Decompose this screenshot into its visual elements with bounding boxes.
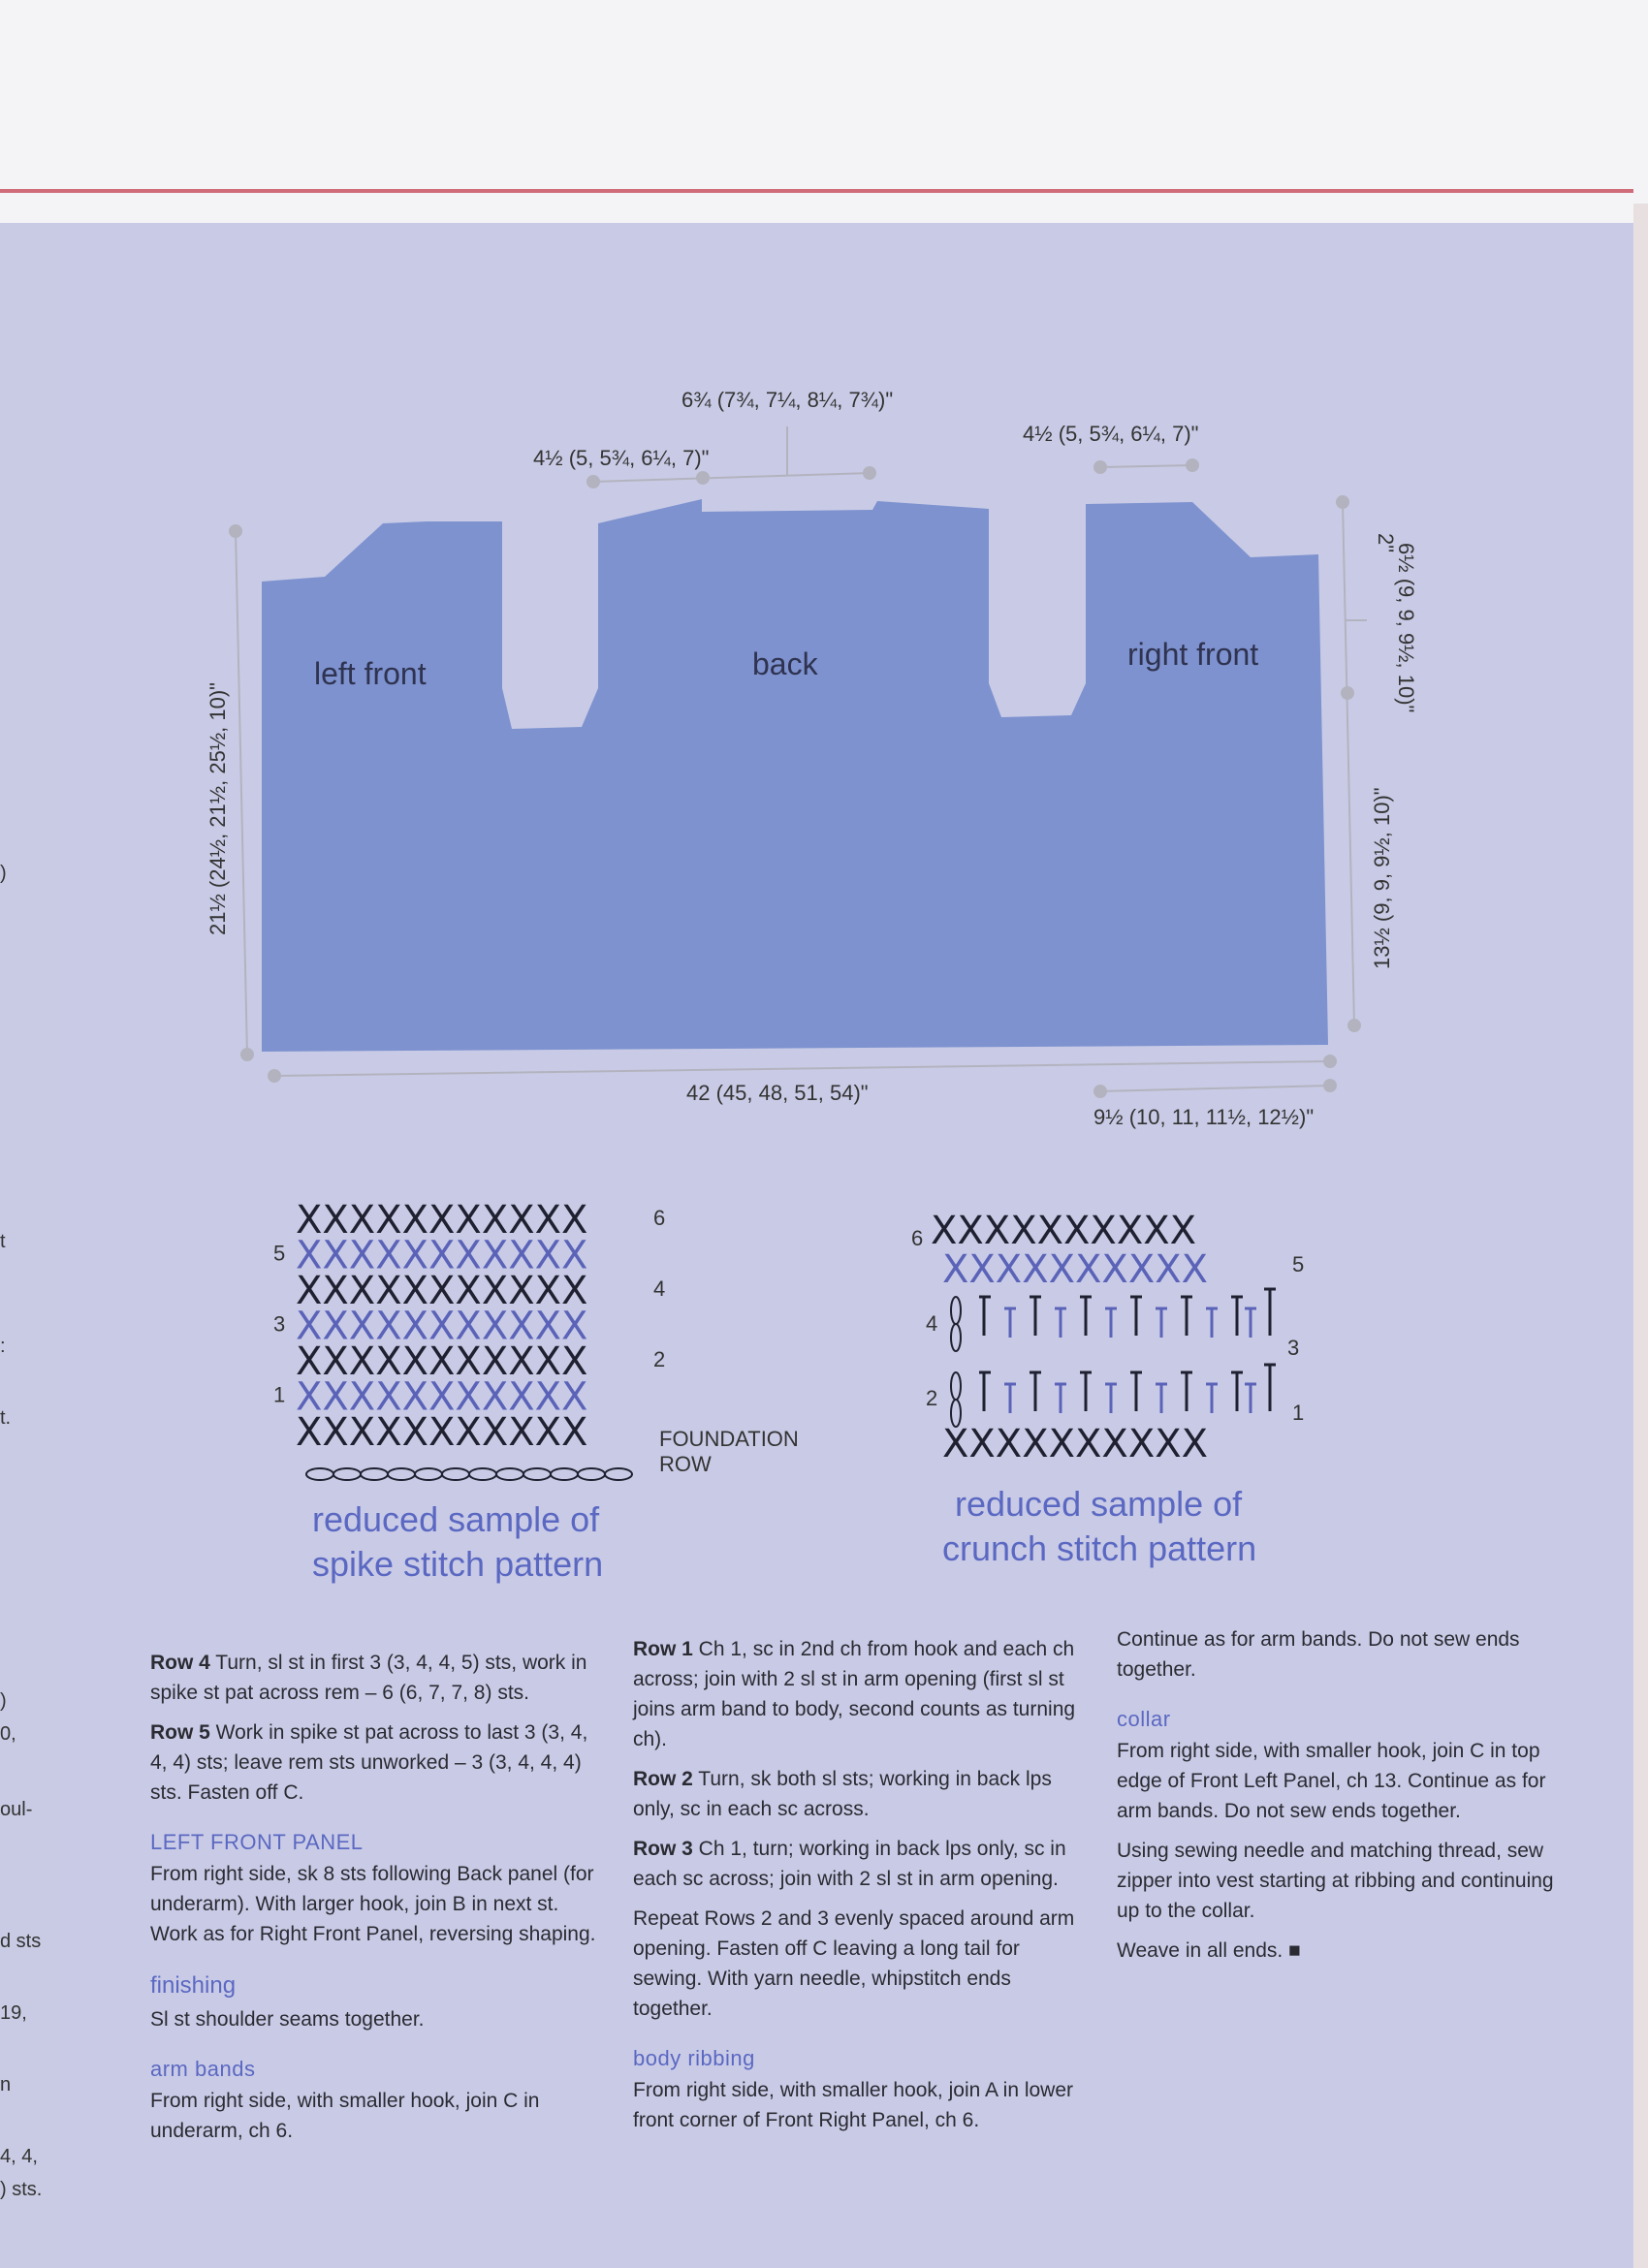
row1-paragraph [633, 1634, 1093, 1754]
label-left-front: left front [314, 656, 427, 691]
margin-fragment: d sts [0, 1931, 42, 1952]
dim-front-width: 9½ (10, 11, 11½, 12½)" [1093, 1105, 1315, 1129]
crunch-row-6: XXXXXXXXXX [931, 1209, 1197, 1253]
row4-paragraph [150, 1648, 606, 1708]
spike-row: XXXXXXXXXXX [296, 1374, 588, 1420]
continue-text: Continue as for arm bands. Do not sew ends together. [1117, 1628, 1520, 1681]
text-column-1 [150, 1648, 606, 2156]
vest-schematic-shape [262, 499, 1328, 1052]
zipper-text: Using sewing needle and matching thread, sew zipper into vest starting at ribbing and continuing up to the collar. [1117, 1840, 1554, 1922]
dim-total-length: 21½ (24½, 21½, 25½, 10)" [206, 682, 230, 935]
crunch-row-1: XXXXXXXXXX [942, 1422, 1209, 1466]
spike-row: XXXXXXXXXXX [296, 1198, 588, 1243]
repeat-text: Repeat Rows 2 and 3 evenly spaced around arm opening. Fasten off C leaving a long tail for sewing. With yarn needle, whipstitch ends together. [633, 1907, 1075, 2020]
row2-label: Row 2 [633, 1768, 693, 1790]
foundation-label-row: ROW [659, 1452, 712, 1476]
dim-total-width: 42 (45, 48, 51, 54)" [686, 1081, 869, 1105]
row3-paragraph [633, 1834, 1093, 1894]
crunch-hdc-rows [951, 1289, 1276, 1427]
spike-row: XXXXXXXXXXX [296, 1410, 588, 1455]
row2-paragraph [633, 1764, 1093, 1824]
left-front-heading: LEFT FRONT PANEL [150, 1830, 364, 1854]
label-back: back [752, 646, 818, 681]
crunch-row-5: XXXXXXXXXX [942, 1247, 1209, 1292]
body-ribbing-heading: body ribbing [633, 2046, 755, 2070]
spike-caption-line1: reduced sample of [312, 1499, 600, 1539]
margin-fragment: ) sts. [0, 2179, 43, 2200]
row1-text: Ch 1, sc in 2nd ch from hook and each ch across; join with 2 sl st in arm opening (first sl st joins arm band to body, second counts as turning ch). [633, 1638, 1076, 1750]
dim-armhole-depth: 6½ (9, 9, 9½, 10)" [1394, 543, 1418, 713]
spike-row: XXXXXXXXXXX [296, 1339, 588, 1384]
spike-row: XXXXXXXXXXX [296, 1304, 588, 1349]
margin-fragment: : [0, 1336, 6, 1357]
crunch-row-label: 1 [1292, 1401, 1305, 1425]
foundation-chain [306, 1468, 632, 1480]
row2-text: Turn, sk both sl sts; working in back lps only, sc in each sc across. [633, 1768, 1052, 1820]
margin-fragment: 4, 4, [0, 2146, 38, 2167]
arm-bands-heading: arm bands [150, 2057, 256, 2081]
spike-row-label: 2 [653, 1347, 666, 1371]
spike-row-label: 3 [273, 1311, 286, 1337]
row1-label: Row 1 [633, 1638, 693, 1660]
spike-stitch-chart [273, 1198, 665, 1455]
row5-paragraph [150, 1717, 606, 1808]
foundation-label: FOUNDATION [659, 1427, 799, 1451]
spike-row-label: 4 [653, 1276, 666, 1301]
crunch-row-label: 5 [1292, 1252, 1305, 1276]
margin-fragment: t [0, 1231, 6, 1252]
dim-right-shoulder: 4½ (5, 5¾, 6¼, 7)" [1023, 422, 1199, 446]
dim-body-length: 13½ (9, 9, 9½, 10)" [1370, 787, 1394, 969]
left-front-text: From right side, sk 8 sts following Back panel (for underarm). With larger hook, join B in next st. Work as for Right Front Panel, reversing shaping. [150, 1863, 596, 1945]
row5-text: Work in spike st pat across to last 3 (3, 4, 4, 4) sts; leave rem sts unworked – 3 (3, 4, 4, 4) sts. Fasten off C. [150, 1721, 588, 1804]
spike-row: XXXXXXXXXXX [296, 1233, 588, 1278]
dim-shoulder-drop: 2" [1374, 533, 1398, 553]
weave-text: Weave in all ends. ■ [1117, 1939, 1301, 1962]
spike-row-label: 6 [653, 1206, 666, 1230]
arm-bands-text: From right side, with smaller hook, join C in underarm, ch 6. [150, 2090, 540, 2142]
finishing-text: Sl st shoulder seams together. [150, 2008, 425, 2031]
spike-row-label: 1 [273, 1382, 286, 1407]
row4-label: Row 4 [150, 1652, 210, 1674]
dim-back-neck: 6¾ (7¾, 7¼, 8¼, 7¾)" [681, 388, 894, 412]
margin-fragment: t. [0, 1407, 12, 1429]
crunch-row-label: 6 [911, 1226, 924, 1250]
margin-fragment: ) [0, 1690, 7, 1712]
spike-row: XXXXXXXXXXX [296, 1269, 588, 1313]
body-ribbing-text: From right side, with smaller hook, join A in lower front corner of Front Right Panel, ch 6. [633, 2079, 1074, 2131]
row3-label: Row 3 [633, 1838, 693, 1860]
text-column-2 [633, 1634, 1093, 2145]
row4-text: Turn, sl st in first 3 (3, 4, 4, 5) sts, work in spike st pat across rem – 6 (6, 7, 7, 8) sts. [150, 1652, 587, 1704]
spike-caption-line2: spike stitch pattern [312, 1544, 604, 1584]
spike-row-label: 5 [273, 1241, 286, 1266]
crunch-row-label: 2 [926, 1386, 938, 1410]
row5-label: Row 5 [150, 1721, 210, 1744]
margin-fragment: 0, [0, 1723, 16, 1745]
row3-text: Ch 1, turn; working in back lps only, sc in each sc across; join with 2 sl st in arm opening. [633, 1838, 1066, 1890]
crunch-row-label: 3 [1287, 1336, 1300, 1360]
crunch-caption-line2: crunch stitch pattern [942, 1528, 1257, 1568]
finishing-heading: finishing [150, 1972, 237, 1999]
text-column-3 [1117, 1624, 1577, 1975]
collar-heading: collar [1117, 1707, 1171, 1731]
margin-fragment: ) [0, 863, 7, 884]
margin-fragment: 19, [0, 2002, 27, 2024]
dim-left-shoulder: 4½ (5, 5¾, 6¼, 7)" [533, 446, 710, 470]
collar-text: From right side, with smaller hook, join C in top edge of Front Left Panel, ch 13. Continue as for arm bands. Do not sew ends together. [1117, 1740, 1546, 1822]
label-right-front: right front [1127, 637, 1259, 672]
margin-fragment: n [0, 2074, 12, 2095]
margin-fragment: oul- [0, 1799, 33, 1820]
crunch-row-label: 4 [926, 1311, 938, 1336]
crunch-caption-line1: reduced sample of [955, 1484, 1243, 1524]
